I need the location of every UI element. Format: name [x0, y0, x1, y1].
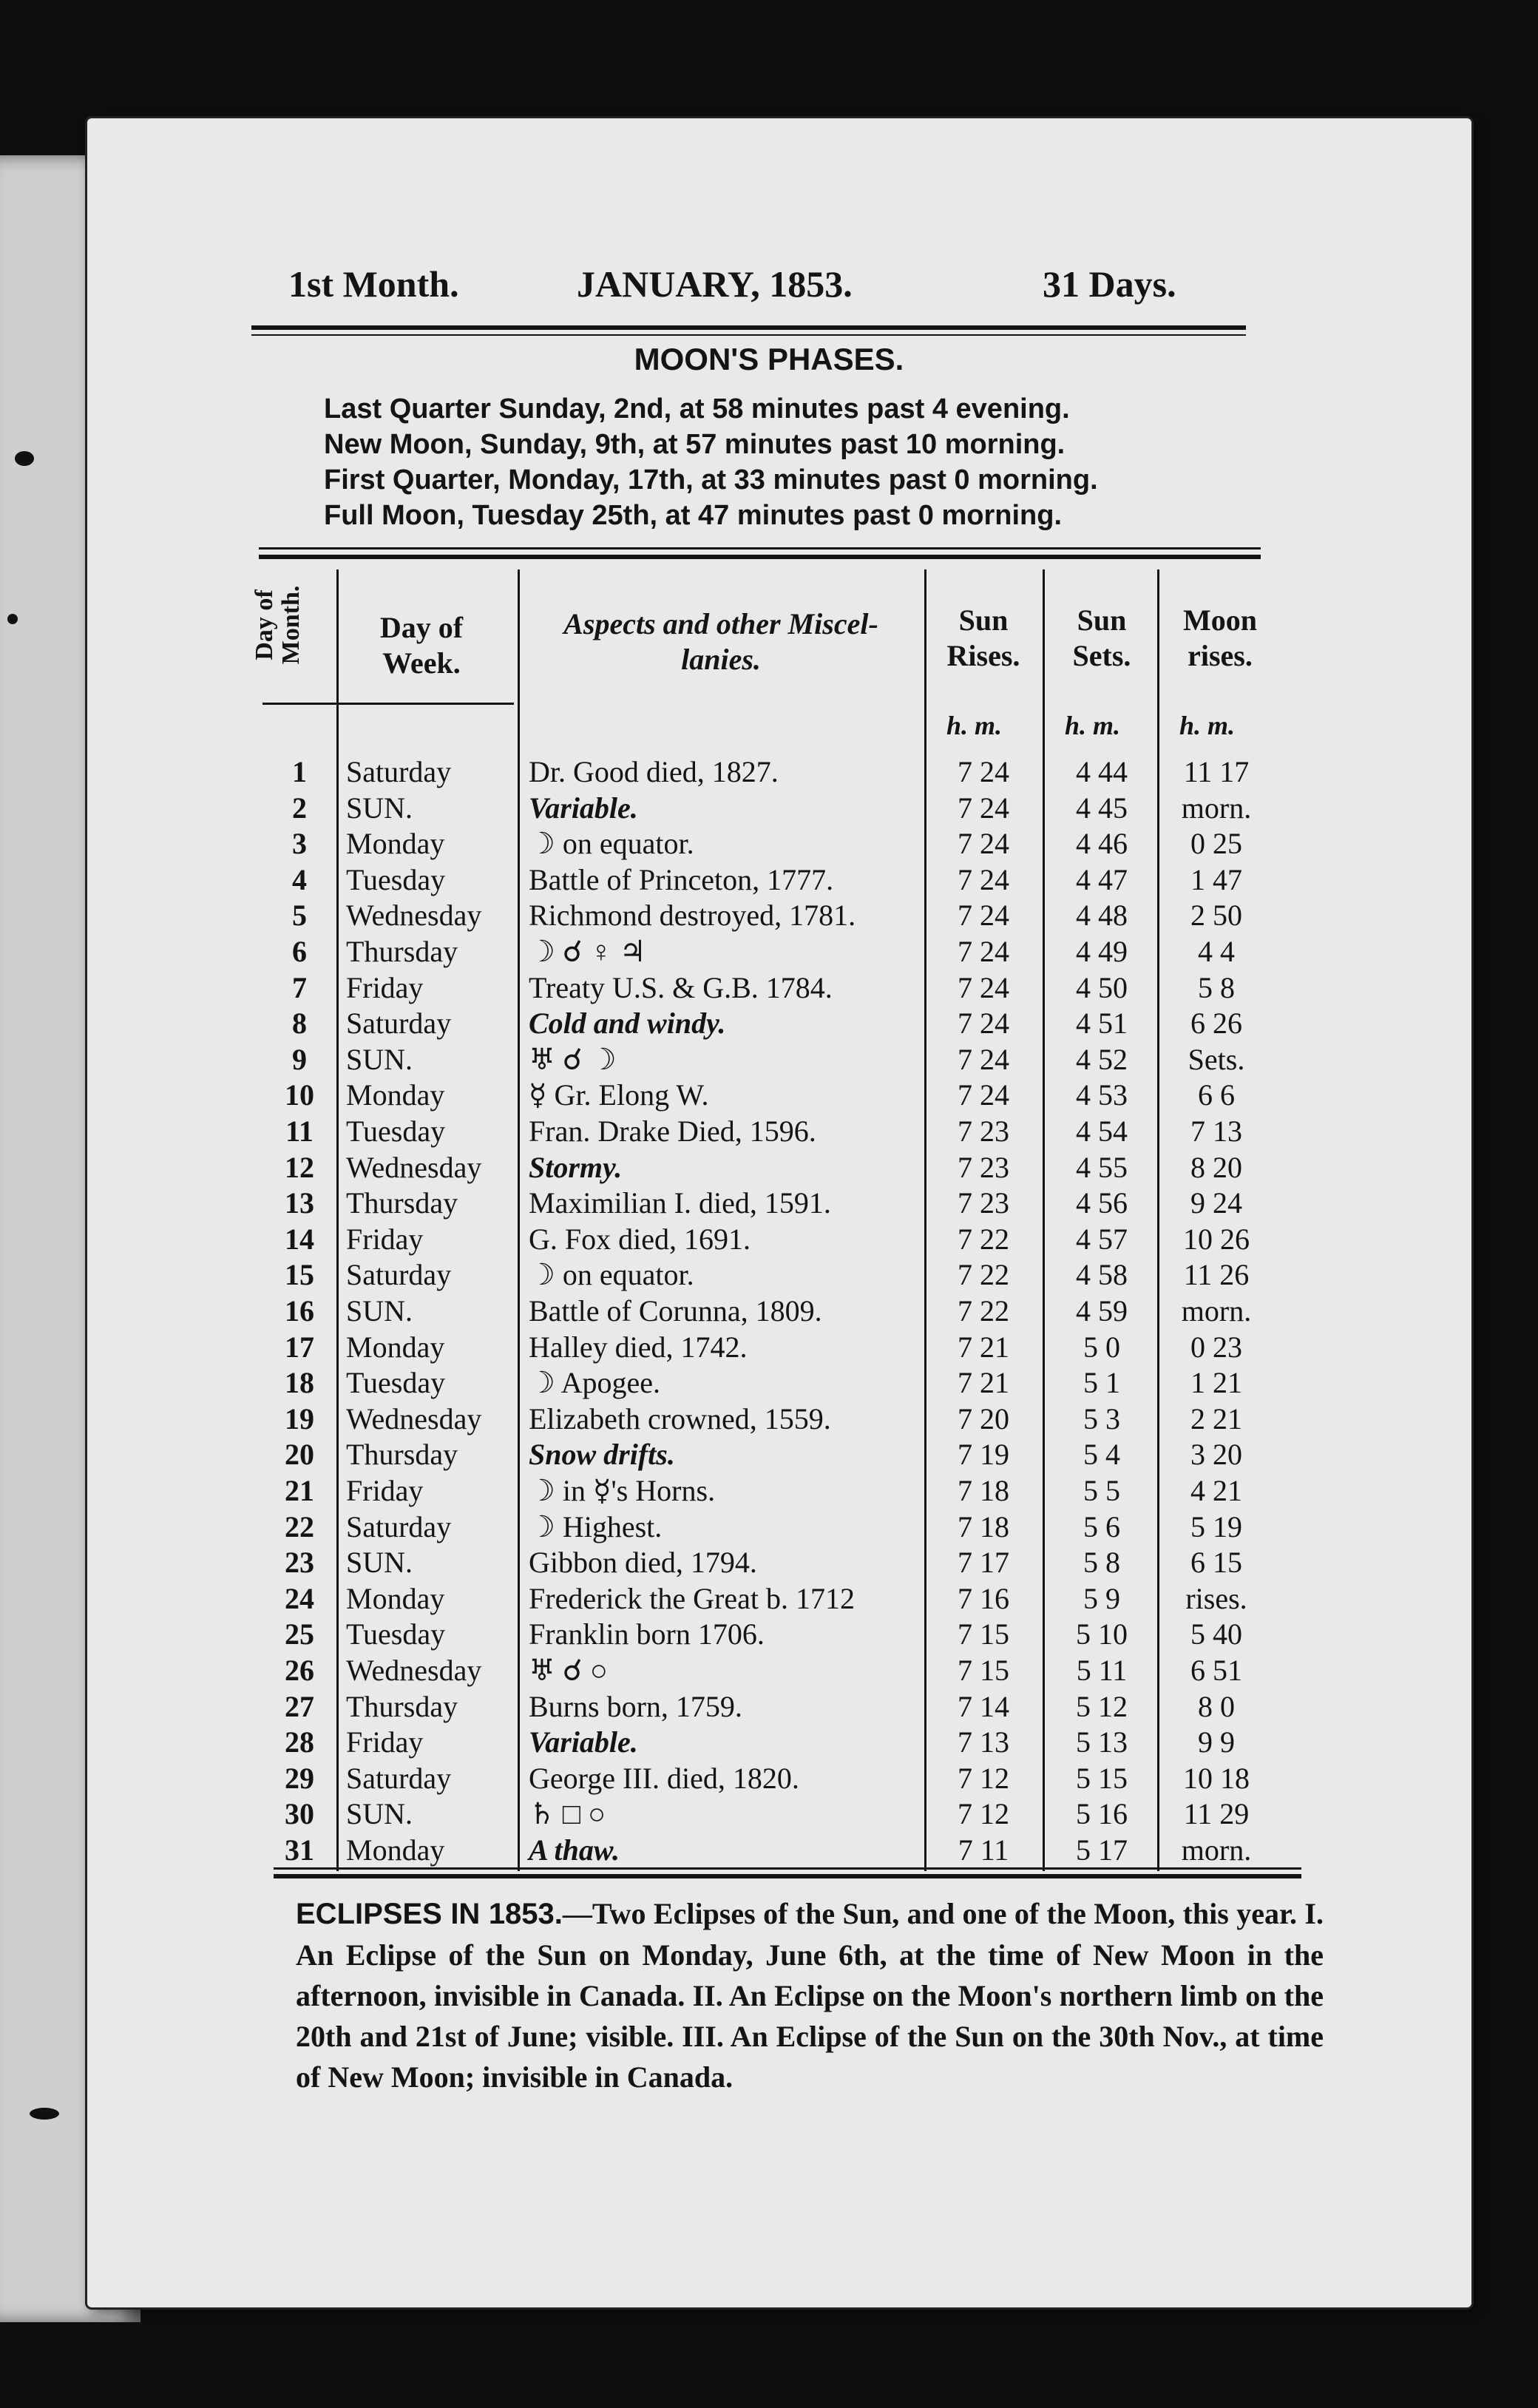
day-of-month-cell: 31	[285, 1833, 314, 1867]
aspect-cell: Battle of Corunna, 1809.	[529, 1294, 822, 1328]
moon-rises-cell: 0 25	[1190, 827, 1242, 861]
day-of-month-cell: 10	[285, 1078, 314, 1112]
table-row	[266, 934, 1316, 970]
day-of-month-cell: 6	[292, 935, 307, 968]
moon-rises-cell: 9 24	[1190, 1186, 1242, 1220]
sun-sets-cell: 5 11	[1076, 1654, 1128, 1687]
moon-rises-cell: 8 0	[1198, 1689, 1235, 1723]
day-of-week-cell: Saturday	[346, 755, 452, 788]
sun-rises-cell: 7 17	[958, 1546, 1009, 1580]
sun-rises-cell: 7 15	[958, 1617, 1009, 1651]
day-of-week-cell: Wednesday	[346, 1654, 482, 1687]
binding-hole	[30, 2108, 59, 2120]
sun-sets-cell: 5 9	[1083, 1581, 1120, 1615]
day-of-week-cell: SUN.	[346, 1546, 413, 1580]
sun-sets-cell: 5 1	[1083, 1366, 1120, 1400]
moon-rises-cell: 5 40	[1190, 1617, 1242, 1651]
day-of-week-cell: SUN.	[346, 791, 413, 825]
moon-rises-cell: 1 21	[1190, 1366, 1242, 1400]
aspect-cell: G. Fox died, 1691.	[529, 1222, 751, 1256]
table-row	[266, 1186, 1316, 1221]
day-of-week-cell: Monday	[346, 1330, 445, 1364]
sun-sets-cell: 5 8	[1083, 1546, 1120, 1580]
aspect-cell: Maximilian I. died, 1591.	[529, 1186, 831, 1220]
sun-rises-cell: 7 23	[958, 1186, 1009, 1220]
sun-rises-cell: 7 18	[958, 1509, 1009, 1543]
aspect-cell: Frederick the Great b. 1712	[529, 1581, 855, 1615]
sun-sets-cell: 4 55	[1076, 1150, 1128, 1184]
moon-rises-cell: morn.	[1181, 1833, 1252, 1867]
table-row	[266, 1617, 1316, 1652]
sun-sets-cell: 4 53	[1076, 1078, 1128, 1112]
day-of-week-cell: Thursday	[346, 1186, 458, 1220]
table-row	[266, 1437, 1316, 1472]
day-of-week-cell: Monday	[346, 1078, 445, 1112]
day-of-month-cell: 1	[292, 755, 307, 788]
eclipses-note	[296, 1893, 1324, 2097]
day-of-month-cell: 30	[285, 1797, 314, 1831]
table-row	[266, 1042, 1316, 1078]
day-of-week-cell: SUN.	[346, 1294, 413, 1328]
moon-rises-cell: 4 21	[1190, 1474, 1242, 1507]
aspect-cell: Richmond destroyed, 1781.	[529, 899, 856, 933]
moon-phase-line: Full Moon, Tuesday 25th, at 47 minutes past 0 morning.	[324, 500, 1063, 531]
table-row	[266, 970, 1316, 1006]
sun-rises-cell: 7 19	[958, 1438, 1009, 1472]
aspect-cell: ☽ ☌ ♀ ♃	[529, 935, 646, 968]
day-of-month-cell: 8	[292, 1007, 307, 1041]
days-count: 31 Days.	[1043, 263, 1176, 305]
moon-rises-cell: rises.	[1185, 1581, 1247, 1615]
moon-rises-cell: 6 15	[1190, 1546, 1242, 1580]
sun-sets-cell: 5 13	[1076, 1725, 1128, 1759]
day-of-week-cell: Saturday	[346, 1007, 452, 1041]
table-row	[266, 1330, 1316, 1365]
table-row	[266, 1725, 1316, 1760]
table-row	[266, 1293, 1316, 1329]
header-bottom-rule	[262, 703, 514, 705]
day-of-week-cell: Friday	[346, 1474, 424, 1507]
day-of-week-cell: Friday	[346, 970, 424, 1004]
table-row	[266, 1222, 1316, 1257]
sun-rises-cell: 7 22	[958, 1222, 1009, 1256]
sun-rises-cell: 7 13	[958, 1725, 1009, 1759]
day-of-month-cell: 21	[285, 1474, 314, 1507]
sun-rises-cell: 7 15	[958, 1654, 1009, 1687]
moon-phase-line: Last Quarter Sunday, 2nd, at 58 minutes past 4 evening.	[324, 393, 1070, 425]
table-row	[266, 1150, 1316, 1186]
day-of-week-cell: Tuesday	[346, 1366, 446, 1400]
day-of-week-cell: Friday	[346, 1725, 424, 1759]
table-row	[266, 1114, 1316, 1149]
sun-rises-cell: 7 24	[958, 791, 1009, 825]
day-of-month-cell: 13	[285, 1186, 314, 1220]
moon-rises-cell: 1 47	[1190, 862, 1242, 896]
aspect-cell: Cold and windy.	[529, 1007, 726, 1041]
aspect-cell: Gibbon died, 1794.	[529, 1546, 757, 1580]
aspect-cell: ☽ Apogee.	[529, 1366, 661, 1400]
table-bottom-rule-thick	[274, 1874, 1301, 1878]
col-header-sun-rises: Sun Rises.	[946, 603, 1020, 672]
units-sun-rises: h. m.	[946, 711, 1003, 740]
day-of-week-cell: SUN.	[346, 1042, 413, 1076]
aspect-cell: ♅ ☌ ○	[529, 1654, 608, 1687]
sun-sets-cell: 5 4	[1083, 1438, 1120, 1472]
day-of-month-cell: 7	[292, 970, 307, 1004]
day-of-week-cell: Tuesday	[346, 1115, 446, 1148]
sun-sets-cell: 4 56	[1076, 1186, 1128, 1220]
table-row	[266, 1006, 1316, 1041]
table-row	[266, 791, 1316, 826]
sun-sets-cell: 5 0	[1083, 1330, 1120, 1364]
table-top-rule-thick	[259, 555, 1261, 559]
sun-sets-cell: 5 5	[1083, 1474, 1120, 1507]
moon-rises-cell: 6 6	[1198, 1078, 1235, 1112]
sun-rises-cell: 7 24	[958, 1042, 1009, 1076]
aspect-cell: ♅ ☌ ☽	[529, 1042, 617, 1076]
day-of-month-cell: 16	[285, 1294, 314, 1328]
day-of-week-cell: Monday	[346, 1833, 445, 1867]
aspect-cell: ♄ □ ○	[529, 1797, 606, 1831]
moon-rises-cell: 5 8	[1198, 970, 1235, 1004]
day-of-month-cell: 20	[285, 1438, 314, 1472]
aspect-cell: Franklin born 1706.	[529, 1617, 765, 1651]
moon-rises-cell: 11 29	[1183, 1797, 1250, 1831]
sun-sets-cell: 5 10	[1076, 1617, 1128, 1651]
header-rule-thin	[251, 334, 1246, 336]
sun-sets-cell: 4 47	[1076, 862, 1128, 896]
day-of-month-cell: 27	[285, 1689, 314, 1723]
aspect-cell: ☿ Gr. Elong W.	[529, 1078, 709, 1112]
sun-rises-cell: 7 24	[958, 899, 1009, 933]
table-row	[266, 862, 1316, 898]
table-bottom-rule	[274, 1867, 1301, 1870]
moon-phases-title: MOON'S PHASES.	[634, 342, 904, 376]
sun-rises-cell: 7 23	[958, 1150, 1009, 1184]
day-of-month-cell: 24	[285, 1581, 314, 1615]
day-of-week-cell: Saturday	[346, 1761, 452, 1795]
table-row	[266, 1365, 1316, 1401]
moon-rises-cell: 7 13	[1190, 1115, 1242, 1148]
table-row	[266, 1473, 1316, 1509]
day-of-month-cell: 12	[285, 1150, 314, 1184]
aspect-cell: ☽ on equator.	[529, 827, 694, 861]
day-of-month-cell: 14	[285, 1222, 314, 1256]
day-of-month-cell: 3	[292, 827, 307, 861]
binding-hole	[7, 614, 18, 624]
sun-sets-cell: 5 17	[1076, 1833, 1128, 1867]
sun-rises-cell: 7 21	[958, 1366, 1009, 1400]
month-number: 1st Month.	[288, 263, 459, 305]
day-of-week-cell: Monday	[346, 827, 445, 861]
moon-rises-cell: 6 51	[1190, 1654, 1242, 1687]
sun-rises-cell: 7 14	[958, 1689, 1009, 1723]
day-of-week-cell: Thursday	[346, 935, 458, 968]
moon-rises-cell: 2 50	[1190, 899, 1242, 933]
table-row	[266, 1796, 1316, 1832]
sun-rises-cell: 7 18	[958, 1474, 1009, 1507]
sun-rises-cell: 7 11	[958, 1833, 1009, 1867]
header-rule-thick	[251, 325, 1246, 330]
sun-rises-cell: 7 22	[958, 1258, 1009, 1292]
table-row	[266, 1761, 1316, 1796]
sun-rises-cell: 7 12	[958, 1761, 1009, 1795]
sun-rises-cell: 7 24	[958, 755, 1009, 788]
moon-rises-cell: 9 9	[1198, 1725, 1235, 1759]
day-of-week-cell: Wednesday	[346, 1150, 482, 1184]
col-header-day-of-month: Day of Month.	[251, 585, 305, 665]
day-of-month-cell: 5	[292, 899, 307, 933]
table-top-rule	[259, 547, 1261, 549]
table-row	[266, 1509, 1316, 1545]
sun-rises-cell: 7 24	[958, 827, 1009, 861]
sun-rises-cell: 7 16	[958, 1581, 1009, 1615]
sun-sets-cell: 5 12	[1076, 1689, 1128, 1723]
table-row	[266, 1833, 1316, 1868]
day-of-week-cell: Wednesday	[346, 899, 482, 933]
moon-phase-line: First Quarter, Monday, 17th, at 33 minutes past 0 morning.	[324, 464, 1098, 496]
moon-rises-cell: 6 26	[1190, 1007, 1242, 1041]
sun-rises-cell: 7 24	[958, 1078, 1009, 1112]
aspect-cell: Treaty U.S. & G.B. 1784.	[529, 970, 833, 1004]
units-moon-rises: h. m.	[1179, 711, 1236, 740]
table-row	[266, 1078, 1316, 1113]
sun-sets-cell: 4 57	[1076, 1222, 1128, 1256]
day-of-month-cell: 25	[285, 1617, 314, 1651]
day-of-month-cell: 15	[285, 1258, 314, 1292]
sun-sets-cell: 5 16	[1076, 1797, 1128, 1831]
aspect-cell: Snow drifts.	[529, 1438, 675, 1472]
sun-rises-cell: 7 21	[958, 1330, 1009, 1364]
sun-sets-cell: 4 48	[1076, 899, 1128, 933]
aspect-cell: Variable.	[529, 1725, 638, 1759]
moon-rises-cell: 10 26	[1183, 1222, 1250, 1256]
table-row	[266, 1401, 1316, 1437]
binding-hole	[15, 451, 34, 466]
sun-sets-cell: 4 52	[1076, 1042, 1128, 1076]
sun-rises-cell: 7 24	[958, 935, 1009, 968]
day-of-month-cell: 2	[292, 791, 307, 825]
eclipses-text: —Two Eclipses of the Sun, and one of the Moon, this year. I. An Eclipse of the Sun on Monday, June 6th, at the time of New Moon in the afternoon, invisible in Canada. II. An Eclipse on the Moon's northern limb on the 20th and 21st of June; visible. III. An Eclipse of the Sun on the 30th Nov., at time of New Moon; invisible in Canada.	[296, 1897, 1324, 2094]
aspect-cell: Battle of Princeton, 1777.	[529, 862, 834, 896]
aspect-cell: Variable.	[529, 791, 638, 825]
day-of-week-cell: Monday	[346, 1581, 445, 1615]
moon-rises-cell: 4 4	[1198, 935, 1235, 968]
aspect-cell: Burns born, 1759.	[529, 1689, 742, 1723]
page-header	[288, 263, 1250, 314]
day-of-week-cell: Thursday	[346, 1689, 458, 1723]
table-row	[266, 826, 1316, 862]
table-row	[266, 1653, 1316, 1688]
day-of-month-cell: 28	[285, 1725, 314, 1759]
aspect-cell: Stormy.	[529, 1150, 623, 1184]
day-of-week-cell: Thursday	[346, 1438, 458, 1472]
sun-rises-cell: 7 12	[958, 1797, 1009, 1831]
aspect-cell: Halley died, 1742.	[529, 1330, 748, 1364]
moon-rises-cell: 5 19	[1190, 1509, 1242, 1543]
day-of-week-cell: Friday	[346, 1222, 424, 1256]
moon-rises-cell: 10 18	[1183, 1761, 1250, 1795]
day-of-month-cell: 22	[285, 1509, 314, 1543]
moon-rises-cell: 11 17	[1183, 755, 1250, 788]
sun-sets-cell: 4 59	[1076, 1294, 1128, 1328]
table-row	[266, 754, 1316, 790]
day-of-week-cell: Saturday	[346, 1509, 452, 1543]
sun-sets-cell: 4 49	[1076, 935, 1128, 968]
aspect-cell: Dr. Good died, 1827.	[529, 755, 779, 788]
day-of-week-cell: Tuesday	[346, 862, 446, 896]
moon-phase-line: New Moon, Sunday, 9th, at 57 minutes past 10 morning.	[324, 429, 1066, 460]
table-row	[266, 1581, 1316, 1617]
col-header-day-of-week: Day of Week.	[379, 611, 464, 680]
col-header-sun-sets: Sun Sets.	[1072, 603, 1131, 672]
day-of-month-cell: 11	[285, 1115, 314, 1148]
moon-rises-cell: 8 20	[1190, 1150, 1242, 1184]
day-of-month-cell: 29	[285, 1761, 314, 1795]
day-of-week-cell: SUN.	[346, 1797, 413, 1831]
sun-sets-cell: 5 15	[1076, 1761, 1128, 1795]
moon-rises-cell: 3 20	[1190, 1438, 1242, 1472]
aspect-cell: ☽ in ☿'s Horns.	[529, 1474, 716, 1507]
day-of-week-cell: Wednesday	[346, 1401, 482, 1435]
sun-sets-cell: 4 54	[1076, 1115, 1128, 1148]
sun-rises-cell: 7 24	[958, 970, 1009, 1004]
aspect-cell: A thaw.	[529, 1833, 620, 1867]
sun-sets-cell: 5 3	[1083, 1401, 1120, 1435]
moon-rises-cell: morn.	[1181, 1294, 1252, 1328]
col-header-moon-rises: Moon rises.	[1183, 603, 1257, 672]
moon-rises-cell: 0 23	[1190, 1330, 1242, 1364]
aspect-cell: ☽ on equator.	[529, 1258, 694, 1292]
sun-rises-cell: 7 20	[958, 1401, 1009, 1435]
day-of-month-cell: 18	[285, 1366, 314, 1400]
aspect-cell: ☽ Highest.	[529, 1509, 663, 1543]
table-row	[266, 1689, 1316, 1725]
day-of-month-cell: 4	[292, 862, 307, 896]
sun-sets-cell: 4 50	[1076, 970, 1128, 1004]
moon-rises-cell: Sets.	[1188, 1042, 1245, 1076]
aspect-cell: Elizabeth crowned, 1559.	[529, 1401, 831, 1435]
moon-rises-cell: 11 26	[1183, 1258, 1250, 1292]
table-row	[266, 898, 1316, 933]
sun-rises-cell: 7 24	[958, 862, 1009, 896]
sun-sets-cell: 5 6	[1083, 1509, 1120, 1543]
table-row	[266, 1257, 1316, 1293]
sun-rises-cell: 7 24	[958, 1007, 1009, 1041]
col-header-aspects: Aspects and other Miscel- lanies.	[563, 607, 878, 676]
units-sun-sets: h. m.	[1065, 711, 1121, 740]
sun-sets-cell: 4 51	[1076, 1007, 1128, 1041]
aspect-cell: Fran. Drake Died, 1596.	[529, 1115, 816, 1148]
month-title: JANUARY, 1853.	[577, 263, 853, 305]
table-row	[266, 1545, 1316, 1580]
sun-rises-cell: 7 22	[958, 1294, 1009, 1328]
day-of-month-cell: 26	[285, 1654, 314, 1687]
eclipses-lead: ECLIPSES IN 1853.	[296, 1898, 563, 1930]
day-of-week-cell: Tuesday	[346, 1617, 446, 1651]
day-of-month-cell: 23	[285, 1546, 314, 1580]
sun-sets-cell: 4 46	[1076, 827, 1128, 861]
day-of-week-cell: Saturday	[346, 1258, 452, 1292]
sun-rises-cell: 7 23	[958, 1115, 1009, 1148]
day-of-month-cell: 9	[292, 1042, 307, 1076]
sun-sets-cell: 4 45	[1076, 791, 1128, 825]
sun-sets-cell: 4 44	[1076, 755, 1128, 788]
day-of-month-cell: 19	[285, 1401, 314, 1435]
sun-sets-cell: 4 58	[1076, 1258, 1128, 1292]
aspect-cell: George III. died, 1820.	[529, 1761, 799, 1795]
moon-rises-cell: 2 21	[1190, 1401, 1242, 1435]
moon-rises-cell: morn.	[1181, 791, 1252, 825]
day-of-month-cell: 17	[285, 1330, 314, 1364]
